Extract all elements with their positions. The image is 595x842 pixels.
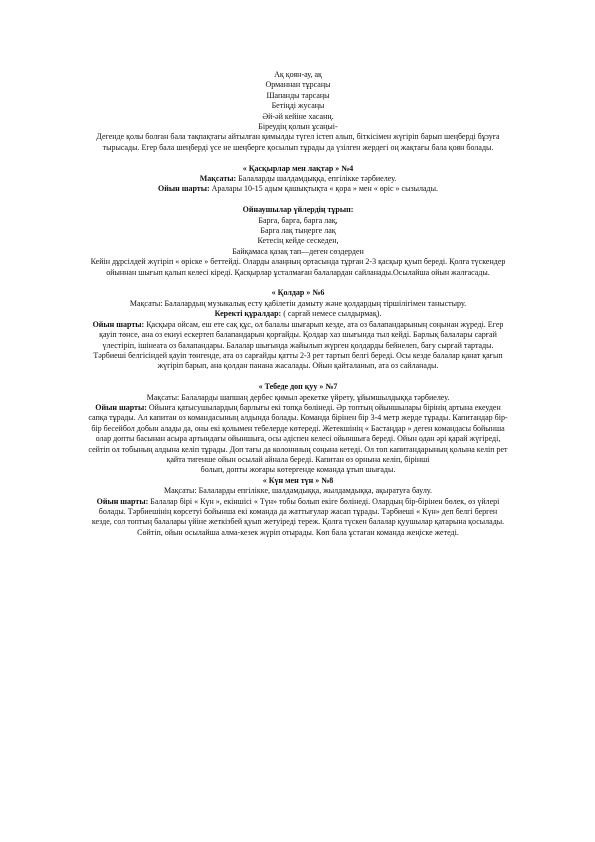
- intro-paragraph: Дегенде қолы болған бала тақпақтағы айтылған қимылды түгел істеп алып, біткісімен жүгіріп барып шеңберді бұзуға тырысады. Егер бала шеңберді үсе не шеңберге қосылып тұрады да үзілген жердегі оң жақтағы бала қоян болады.: [96, 132, 500, 152]
- equipment-text: ( сарғай немесе сылдырмақ).: [281, 309, 382, 319]
- goal-text: Балаларды епгілікке, шалдамдыққа, жылдамдыққа, ақыратуға баулу.: [196, 486, 433, 496]
- poem-line: Байқамаса қазақ тап—деген сөздерден: [232, 246, 364, 256]
- rule-text: Қасқыра ойсам, еш ете сақ құс, ол балалы шығарып кезде, ата оз балапандарының соңынан жүреді. Егер қауіп төнсе, ана оз екиуі ескертеп балапандарын қорғайды. Қолдар хаз шығында тыл кейді. Барлық балалары сарғай үлестіріп, ішінеата оз балапандары. Балалар шығында жайылып жүрген қолдарды бейнелеп, бағу сырғай тартады. Тәрбиеші белгісіндей қауіп төнгенде, ата оз сарғайды қатты 2-3 рет тартып белгі береді. Осы кезде балалар қанат қағып жүгіріп барып, ана қолдан панана жасалады. Ойын қайталанып, ата оз сайланады.: [93, 319, 504, 371]
- poem-line: Біреудің қолын ұсаңыі-: [258, 122, 338, 132]
- game-8-goal: [88, 486, 508, 496]
- goal-label: Мақсаты:: [129, 298, 163, 308]
- game-8-section: [88, 476, 508, 538]
- game-7-rule: [88, 403, 508, 465]
- game-4-poem-title: Ойнаушылар үйлердің тұрып:: [242, 205, 354, 215]
- game-7-title: « Тебеде доп қуу » №7: [258, 382, 338, 392]
- poem-line: Ақ қоян-ау, ақ: [274, 70, 322, 79]
- game-4-text: Кейін дұрсілдей жүгіріп « өріске » беттейді. Оларды алаңның ортасында тұрған 2-3 қасқыр қуып береді. Қолға түскендер ойыннан шығып қалып келесі кіреді. Қасқырлар ұсталмаған балалардан сайланады.Осылайша ойын жалғасады.: [90, 257, 506, 277]
- game-6-goal: [88, 299, 508, 309]
- poem-line: Барга, барга, барга лақ,: [258, 215, 338, 225]
- rule-label: Ойын шарты:: [96, 496, 149, 506]
- game-4-section: [88, 164, 508, 278]
- rule-text: Балалар бірі « Күн », екіншісі « Түн» тобы болып екіге бөлінеді. Олардың бір-бірінен бөлек, өз үйлері болады. Тәрбиешінің көрсетуі бойынша екі команда да жаттығулар жасап тұрады. Тәрбиеші « Күн» деп белгі берген кезде, сол топтың балалары үйіне жеткізбей қуып жетуіреді тереж. Қолға түскен балалар қуушылар қатарына қосылады. Сөйтіп, ойын осылайша алма-кезек жүріп отырады. Көп бала ұстаған команда жеңіске жетеді.: [91, 496, 505, 537]
- intro-poem: [88, 70, 508, 132]
- game-6-title: « Қолдар » №6: [271, 288, 325, 298]
- game-7-rule-end: болып, допты жоғары көтергенде команда ұтып шығады.: [200, 465, 396, 475]
- goal-text: Балаларды шалдамдыққа, епгілікке тәрбиелеу.: [236, 174, 397, 184]
- game-8-title: « Күн мен түн » №8: [262, 475, 334, 485]
- goal-label: Мақсаты:: [163, 486, 197, 496]
- poem-line: Орманнан тұрсаңы: [265, 80, 331, 90]
- goal-text: Балаларды шапшаң дербес қимыл әрекетке үйрету, ұйымшылдыққа тәрбиелеу.: [179, 392, 450, 402]
- rule-text: Аралары 10-15 адым қашықтықта « қора » мен « өріс » сызылады.: [209, 184, 438, 194]
- rule-label: Ойын шарты:: [95, 402, 147, 412]
- rule-label: Ойын шарты:: [92, 319, 145, 329]
- poem-line: Кетесің кейде сескеден,: [257, 236, 339, 246]
- document-page: [88, 70, 508, 538]
- poem-line: Шапанды тарсаңы: [266, 90, 330, 100]
- game-4-goal: [88, 174, 508, 184]
- poem-line: Әй-әй кейіне хасанң.: [262, 111, 334, 121]
- poem-line: Барга лақ тыңерге лақ: [260, 226, 336, 236]
- game-6-equipment: [88, 309, 508, 319]
- goal-label: Мақсаты:: [146, 392, 180, 402]
- game-4-poem: [88, 216, 508, 258]
- equipment-label: Керекті құралдар:: [214, 309, 282, 319]
- game-4-title: « Қасқырлар мен лақтар » №4: [242, 163, 354, 173]
- game-6-rule: [88, 320, 508, 372]
- game-7-section: [88, 382, 508, 476]
- game-7-goal: [88, 393, 508, 403]
- rule-label: Ойын шарты:: [158, 184, 210, 194]
- poem-line: Бетіңді жусаңы: [271, 101, 325, 111]
- game-6-section: [88, 288, 508, 371]
- goal-text: Балалардың музыкалық есту қабілетін дамыту және қолдардың тіршілігімен таныстыру.: [162, 298, 467, 308]
- goal-label: Мақсаты:: [199, 174, 237, 184]
- rule-text: Ойынға қатысушылардың барлығы екі топқа бөлінеді. Әр топтың ойыншылары бірінің артына екеуден сапқа тұрады. Ал капитан оз командасының алдында болады. Команда бірінен бір 3-4 метр жерде тұрады. Капитандар бір-бір бесейбол добын алады да, оны екі қолымен тебелерде көтереді. Жетекшінің « Бастаңдар » деген командасы бойынша олар допты басынан асыра артындағы ойыншыға, осы әдіспен келесі ойыншыға береді. Ойын одан әрі қарай жүгіреді, сейтіп ол тобының алдына келіп тұрады. Доп тағы да колоннның соңына кетеді. Ол топ капитандарының қолына келіп рет қайта тигенше ойын осылай айнала береді. Капитан өз орнына келіп, бірінші: [88, 402, 508, 464]
- game-4-rule: [88, 184, 508, 194]
- game-8-rule: [88, 497, 508, 539]
